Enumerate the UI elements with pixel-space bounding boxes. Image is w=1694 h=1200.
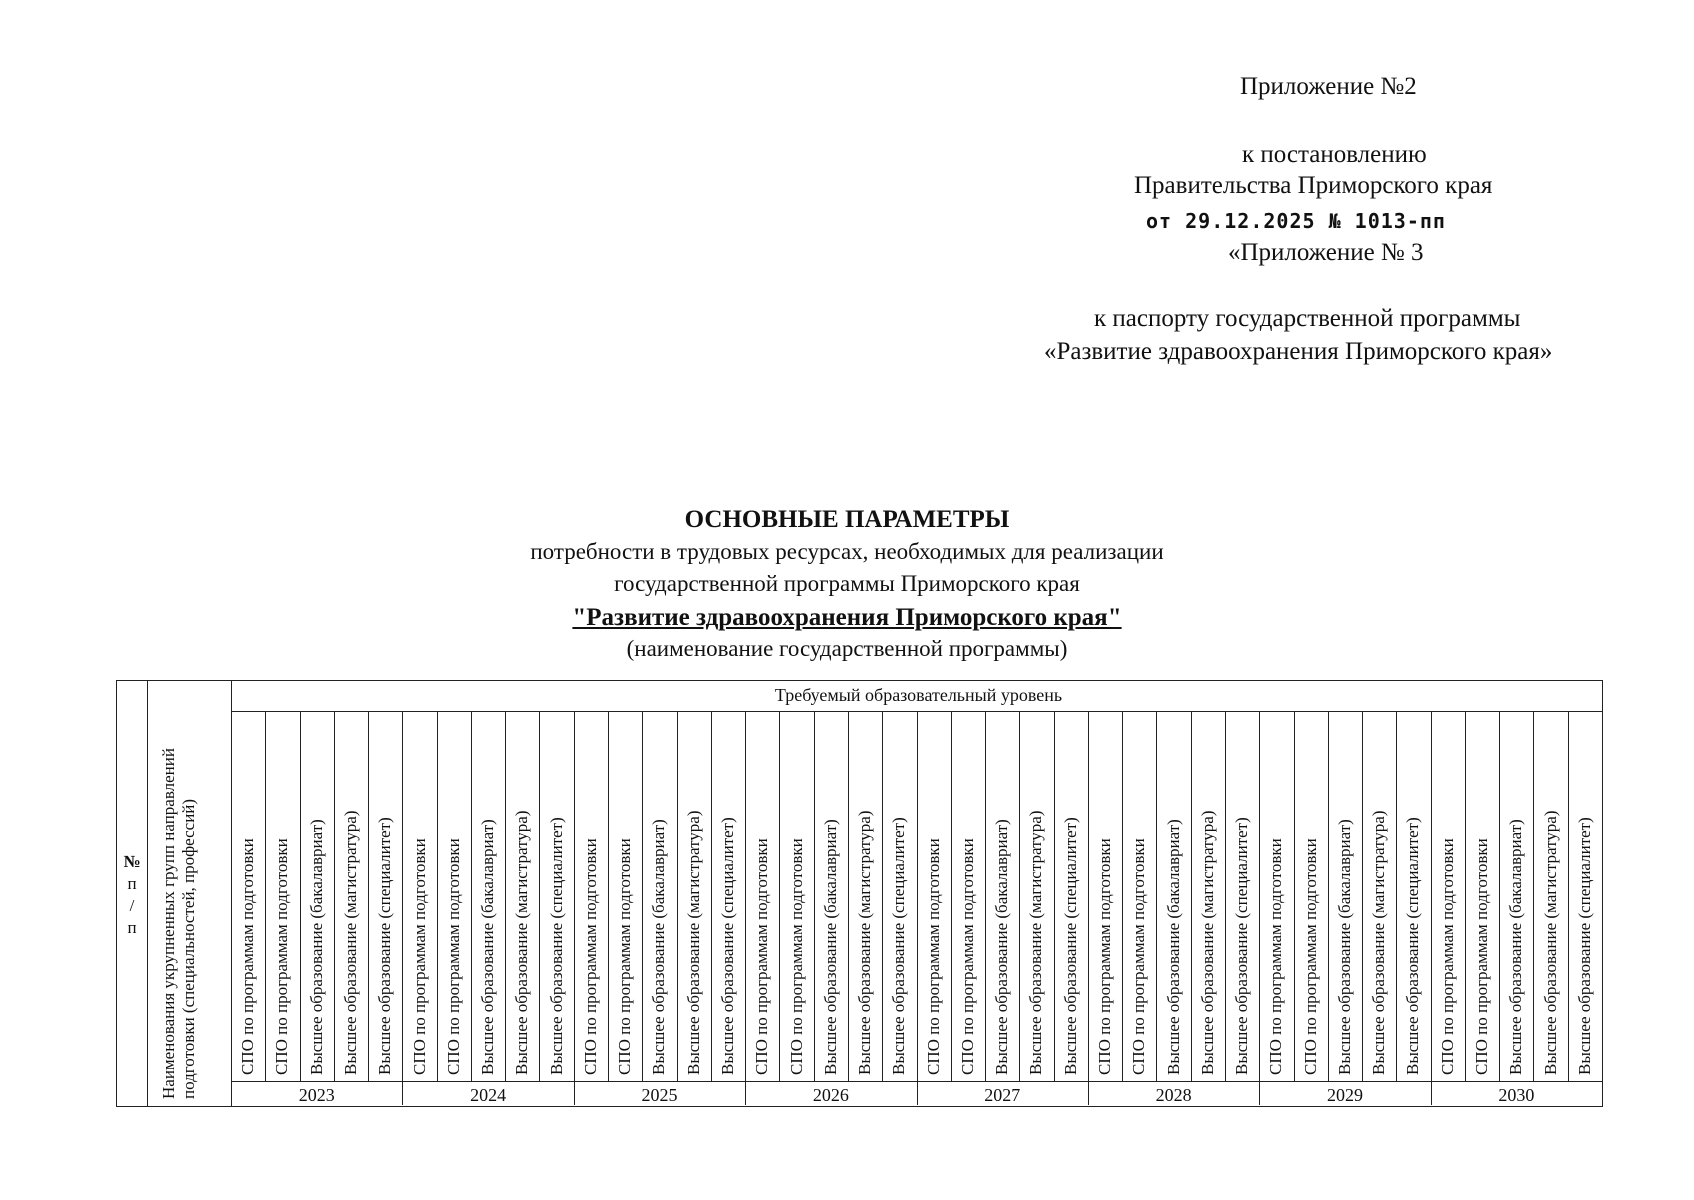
- level-header: СПО по программам подготовки: [580, 838, 600, 1075]
- level-header: Высшее образование (специалитет): [1403, 817, 1423, 1075]
- level-header: СПО по программам подготовки: [1266, 838, 1286, 1075]
- level-header: СПО по программам подготовки: [615, 838, 635, 1075]
- level-separator: [539, 711, 540, 1081]
- level-separator: [1225, 711, 1226, 1081]
- level-header: Высшее образование (бакалавриат): [649, 819, 669, 1075]
- name-column-header: Наименования укрупненных групп направлений подготовки (специальностей, профессий): [159, 748, 198, 1099]
- level-header: СПО по программам подготовки: [1095, 838, 1114, 1075]
- level-header: Высшее образование (специалитет): [1232, 817, 1252, 1075]
- level-separator: [1122, 711, 1123, 1081]
- level-header: Высшее образование (специалитет): [546, 817, 566, 1075]
- level-separator: [368, 711, 369, 1081]
- year-separator: [1088, 711, 1089, 1105]
- title-line-2: государственной программы Приморского края: [614, 571, 1080, 596]
- government-label: Правительства Приморского края: [1134, 172, 1493, 199]
- level-header: Высшее образование (бакалавриат): [1506, 819, 1526, 1075]
- level-header: Высшее образование (магистратура): [340, 810, 360, 1075]
- level-header: Высшее образование (магистратура): [1540, 810, 1560, 1075]
- year-label: 2025: [641, 1085, 678, 1105]
- level-separator: [608, 711, 609, 1081]
- number-abbrev-p1: п: [127, 874, 137, 893]
- level-header: СПО по программам подготовки: [443, 838, 463, 1075]
- level-header: СПО по программам подготовки: [1129, 838, 1149, 1075]
- level-separator: [1533, 711, 1534, 1081]
- level-separator: [1019, 711, 1020, 1081]
- resolution-label: к постановлению: [1242, 141, 1427, 168]
- level-separator: [779, 711, 780, 1081]
- level-header: Высшее образование (бакалавриат): [1334, 819, 1354, 1075]
- level-header: Высшее образование (специалитет): [375, 817, 395, 1075]
- level-header: СПО по программам подготовки: [1300, 838, 1320, 1075]
- level-separator: [1362, 711, 1363, 1081]
- required-level-header: Требуемый образовательный уровень: [774, 685, 1063, 705]
- level-header: Высшее образование (магистратура): [1197, 810, 1217, 1075]
- date-number: от 29.12.2025 № 1013-пп: [1146, 209, 1446, 233]
- level-header: СПО по программам подготовки: [409, 838, 429, 1075]
- level-header: Высшее образование (бакалавриат): [306, 819, 326, 1075]
- col-separator: [147, 681, 148, 1106]
- parameters-table: [116, 680, 1603, 1107]
- level-separator: [505, 711, 506, 1081]
- level-header: СПО по программам подготовки: [1437, 838, 1457, 1075]
- level-header: Высшее образование (бакалавриат): [992, 819, 1012, 1075]
- level-separator: [1054, 711, 1055, 1081]
- level-separator: [265, 711, 266, 1081]
- level-separator: [1465, 711, 1466, 1081]
- year-label: 2024: [470, 1085, 507, 1105]
- level-header: Высшее образование (специалитет): [1060, 817, 1080, 1075]
- level-header: Высшее образование (магистратура): [512, 810, 532, 1075]
- level-separator: [985, 711, 986, 1081]
- appendix-label: Приложение №2: [1240, 73, 1417, 100]
- level-separator: [1499, 711, 1500, 1081]
- level-header: СПО по программам подготовки: [752, 838, 772, 1075]
- level-separator: [334, 711, 335, 1081]
- level-header: Высшее образование (магистратура): [1369, 810, 1389, 1075]
- year-separator: [1259, 711, 1260, 1105]
- year-separator: [745, 711, 746, 1105]
- program-name-note: (наименование государственной программы): [626, 636, 1068, 661]
- level-header: СПО по программам подготовки: [238, 838, 258, 1075]
- level-separator: [677, 711, 678, 1081]
- program-quote: «Развитие здравоохранения Приморского края»: [1044, 338, 1553, 365]
- level-separator: [300, 711, 301, 1081]
- year-separator: [917, 711, 918, 1105]
- level-header: СПО по программам подготовки: [786, 838, 806, 1075]
- level-separator: [1156, 711, 1157, 1081]
- level-header: Высшее образование (бакалавриат): [820, 819, 840, 1075]
- level-header: Высшее образование (магистратура): [1026, 810, 1046, 1075]
- level-separator: [1396, 711, 1397, 1081]
- col-separator: [231, 681, 232, 1106]
- level-separator: [711, 711, 712, 1081]
- number-column-header: [121, 851, 143, 939]
- old-appendix-label: «Приложение № 3: [1228, 239, 1424, 266]
- year-separator: [574, 711, 575, 1105]
- level-separator: [848, 711, 849, 1081]
- year-label: 2023: [298, 1085, 335, 1105]
- year-label: 2028: [1155, 1085, 1192, 1105]
- level-separator: [471, 711, 472, 1081]
- level-separator: [642, 711, 643, 1081]
- level-separator: [814, 711, 815, 1081]
- year-label: 2030: [1498, 1085, 1535, 1105]
- level-header: Высшее образование (специалитет): [717, 817, 737, 1075]
- year-label: 2029: [1326, 1085, 1363, 1105]
- level-separator: [951, 711, 952, 1081]
- title-line-1: потребности в трудовых ресурсах, необходимых для реализации: [530, 539, 1164, 564]
- number-abbrev-slash: /: [129, 896, 135, 915]
- year-separator: [402, 711, 403, 1105]
- program-name-text: "Развитие здравоохранения Приморского края": [572, 604, 1122, 631]
- level-separator: [882, 711, 883, 1081]
- level-header: Высшее образование (специалитет): [1574, 817, 1594, 1075]
- level-header: СПО по программам подготовки: [923, 838, 943, 1075]
- number-symbol: №: [123, 852, 141, 871]
- level-separator: [1191, 711, 1192, 1081]
- document-title: ОСНОВНЫЕ ПАРАМЕТРЫ: [684, 506, 1010, 533]
- level-header: Высшее образование (бакалавриат): [478, 819, 498, 1075]
- level-separator: [437, 711, 438, 1081]
- year-separator: [1431, 711, 1432, 1105]
- level-separator: [1568, 711, 1569, 1081]
- program-name: [0, 604, 1694, 632]
- year-label: 2027: [984, 1085, 1021, 1105]
- passport-label: к паспорту государственной программы: [1094, 305, 1521, 332]
- level-header: Высшее образование (специалитет): [889, 817, 909, 1075]
- level-header: Высшее образование (бакалавриат): [1163, 819, 1183, 1075]
- year-label: 2026: [812, 1085, 849, 1105]
- level-header: СПО по программам подготовки: [957, 838, 977, 1075]
- level-header: Высшее образование (магистратура): [683, 810, 703, 1075]
- level-separator: [1294, 711, 1295, 1081]
- level-header: СПО по программам подготовки: [1472, 838, 1492, 1075]
- level-header: Высшее образование (магистратура): [855, 810, 875, 1075]
- level-header: СПО по программам подготовки: [272, 838, 292, 1075]
- number-abbrev-p2: п: [127, 918, 137, 937]
- level-separator: [1328, 711, 1329, 1081]
